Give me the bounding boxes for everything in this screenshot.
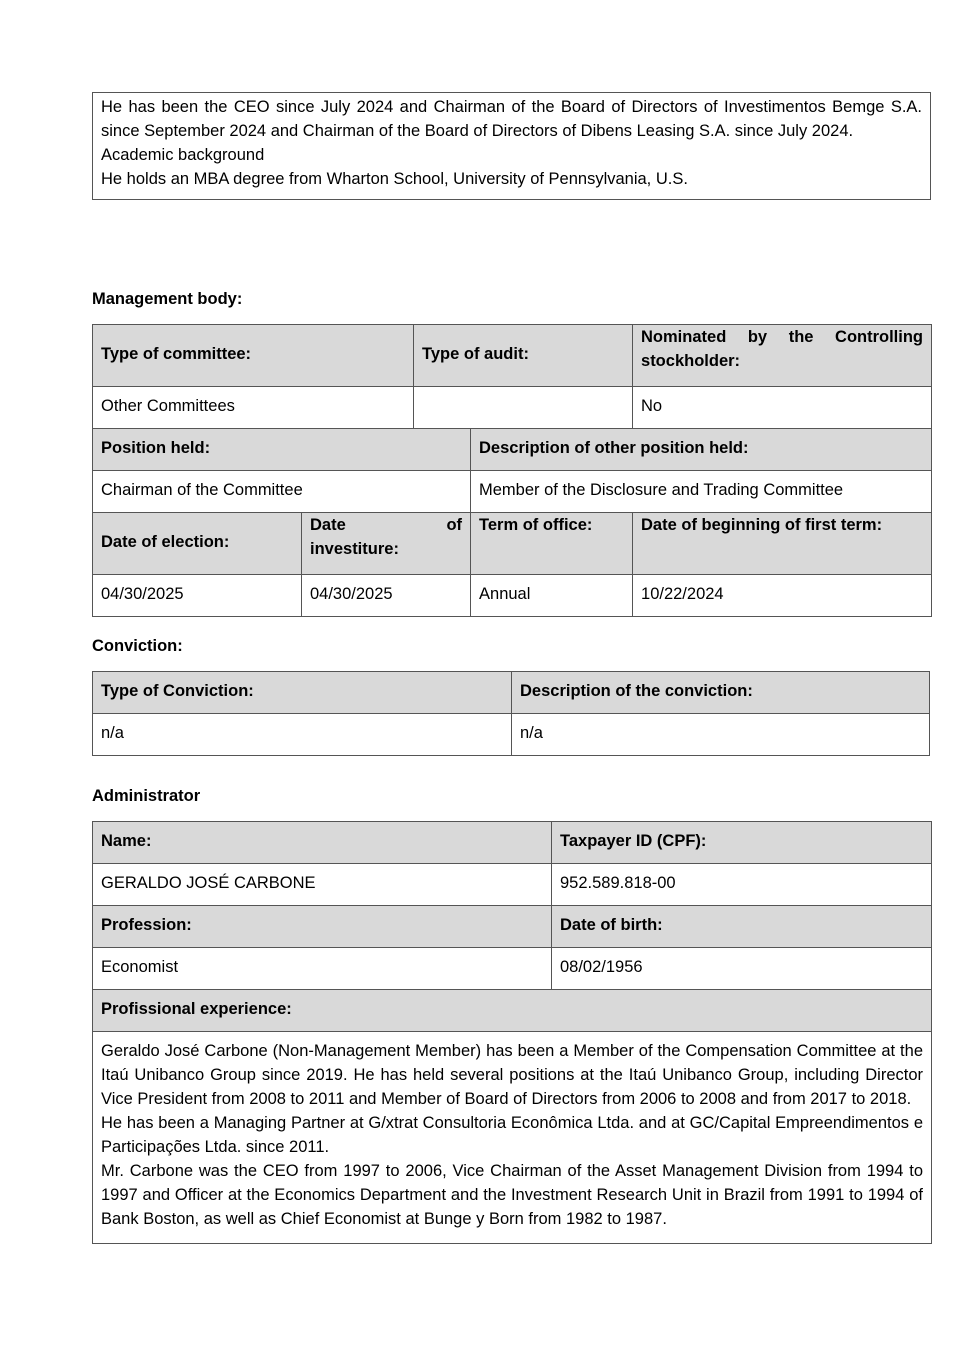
type-committee-label: Type of committee: bbox=[93, 325, 414, 387]
experience-cell bbox=[93, 1032, 932, 1244]
document-page bbox=[92, 92, 931, 1228]
investiture-date-label: Date of investiture: bbox=[302, 513, 471, 575]
conviction-heading: Conviction: bbox=[92, 637, 183, 655]
nominated-value: No bbox=[633, 387, 932, 429]
name-value: GERALDO JOSÉ CARBONE bbox=[93, 864, 552, 906]
type-audit-value bbox=[414, 387, 633, 429]
other-position-value: Member of the Disclosure and Trading Committee bbox=[471, 471, 932, 513]
administrator-table bbox=[92, 821, 932, 1244]
investiture-date-value: 04/30/2025 bbox=[302, 575, 471, 617]
position-held-value: Chairman of the Committee bbox=[93, 471, 471, 513]
profession-label: Profession: bbox=[93, 906, 552, 948]
first-term-date-label: Date of beginning of first term: bbox=[633, 513, 932, 575]
type-audit-label: Type of audit: bbox=[414, 325, 633, 387]
election-date-label: Date of election: bbox=[93, 513, 302, 575]
other-position-label: Description of other position held: bbox=[471, 429, 932, 471]
nominated-label: Nominated by the Controlling stockholder: bbox=[633, 325, 932, 387]
academic-background-label: Academic background bbox=[101, 146, 265, 164]
experience-paragraph-1: Geraldo José Carbone (Non-Management Member) has been a Member of the Compensation Committee at the Itaú Unibanco Group since 2019. He has held several positions at the Itaú Unibanco Group, including Director Vice President from 2008 to 2011 and Member of Board of Directors from 2006 to 2008 and from 2017 to 2018. bbox=[101, 1042, 923, 1108]
intro-table bbox=[92, 92, 931, 200]
type-committee-value: Other Committees bbox=[93, 387, 414, 429]
birth-date-label: Date of birth: bbox=[552, 906, 932, 948]
position-held-label: Position held: bbox=[93, 429, 471, 471]
term-of-office-label: Term of office: bbox=[471, 513, 633, 575]
experience-paragraph-2: He has been a Managing Partner at G/xtrat Consultoria Econômica Ltda. and at GC/Capital Empreendimentos e Participações Ltda. since 2011. bbox=[101, 1114, 923, 1156]
academic-background-text: He holds an MBA degree from Wharton School, University of Pennsylvania, U.S. bbox=[101, 170, 688, 188]
conviction-description-value: n/a bbox=[512, 714, 930, 756]
experience-label: Profissional experience: bbox=[93, 990, 932, 1032]
election-date-value: 04/30/2025 bbox=[93, 575, 302, 617]
intro-paragraph: He has been the CEO since July 2024 and Chairman of the Board of Directors of Investimentos Bemge S.A. since September 2024 and Chairman of the Board of Directors of Dibens Leasing S.A. since July 2024. bbox=[101, 98, 922, 140]
conviction-type-value: n/a bbox=[93, 714, 512, 756]
management-table bbox=[92, 324, 932, 617]
cpf-value: 952.589.818-00 bbox=[552, 864, 932, 906]
conviction-table bbox=[92, 671, 930, 756]
cpf-label: Taxpayer ID (CPF): bbox=[552, 822, 932, 864]
conviction-type-label: Type of Conviction: bbox=[93, 672, 512, 714]
intro-cell bbox=[93, 93, 931, 200]
administrator-heading: Administrator bbox=[92, 787, 201, 805]
experience-paragraph-3: Mr. Carbone was the CEO from 1997 to 2006, Vice Chairman of the Asset Management Division from 1994 to 1997 and Officer at the Economics Department and the Investment Research Unit in Brazil from 1991 to 1994 of Bank Boston, as well as Chief Economist at Bunge y Born from 1982 to 1987. bbox=[101, 1162, 923, 1228]
first-term-date-value: 10/22/2024 bbox=[633, 575, 932, 617]
management-heading: Management body: bbox=[92, 290, 243, 308]
conviction-description-label: Description of the conviction: bbox=[512, 672, 930, 714]
birth-date-value: 08/02/1956 bbox=[552, 948, 932, 990]
name-label: Name: bbox=[93, 822, 552, 864]
profession-value: Economist bbox=[93, 948, 552, 990]
term-of-office-value: Annual bbox=[471, 575, 633, 617]
